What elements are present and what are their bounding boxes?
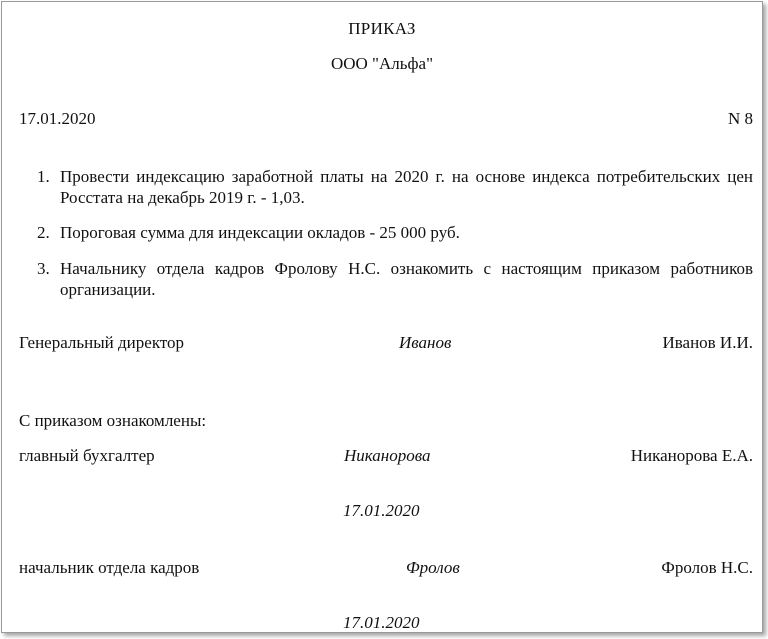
organization-name: ООО "Альфа" — [330, 54, 434, 73]
signer-date-accountant: 17.01.2020 — [343, 501, 420, 520]
order-item-2 — [37, 222, 753, 243]
signer-signature: Никанорова — [344, 446, 431, 465]
acknowledged-label-row — [19, 411, 753, 433]
order-date: 17.01.2020 — [19, 109, 96, 128]
document-title: ПРИКАЗ — [348, 19, 416, 38]
signer-date-hr: 17.01.2020 — [343, 613, 420, 632]
order-item-1 — [37, 166, 753, 208]
item-number: 2. — [37, 223, 50, 242]
director-signature-row — [19, 333, 753, 355]
director-signature: Иванов — [399, 333, 452, 352]
document-page — [1, 1, 763, 633]
signer-name: Фролов Н.С. — [661, 558, 753, 577]
order-item-3 — [37, 258, 753, 300]
signer-signature: Фролов — [406, 558, 460, 577]
signer-name: Никанорова Е.А. — [630, 446, 753, 465]
signer-row-hr — [19, 558, 753, 580]
item-text: Начальнику отдела кадров Фролову Н.С. ознакомить с настоящим приказом работников организации. — [60, 259, 753, 299]
item-text: Провести индексацию заработной платы на 2020 г. на основе индекса потребительских цен Росстата на декабрь 2019 г. - 1,03. — [60, 167, 753, 207]
acknowledged-label: С приказом ознакомлены: — [19, 411, 207, 430]
date-number-row — [19, 109, 753, 131]
order-number: N 8 — [727, 109, 753, 128]
signer-position: начальник отдела кадров — [19, 558, 200, 577]
director-name: Иванов И.И. — [662, 333, 753, 352]
signer-position: главный бухгалтер — [19, 446, 155, 465]
item-number: 1. — [37, 167, 50, 186]
signer-row-accountant — [19, 446, 753, 468]
director-position: Генеральный директор — [19, 333, 185, 352]
item-number: 3. — [37, 259, 50, 278]
item-text: Пороговая сумма для индексации окладов - 25 000 руб. — [60, 223, 460, 242]
